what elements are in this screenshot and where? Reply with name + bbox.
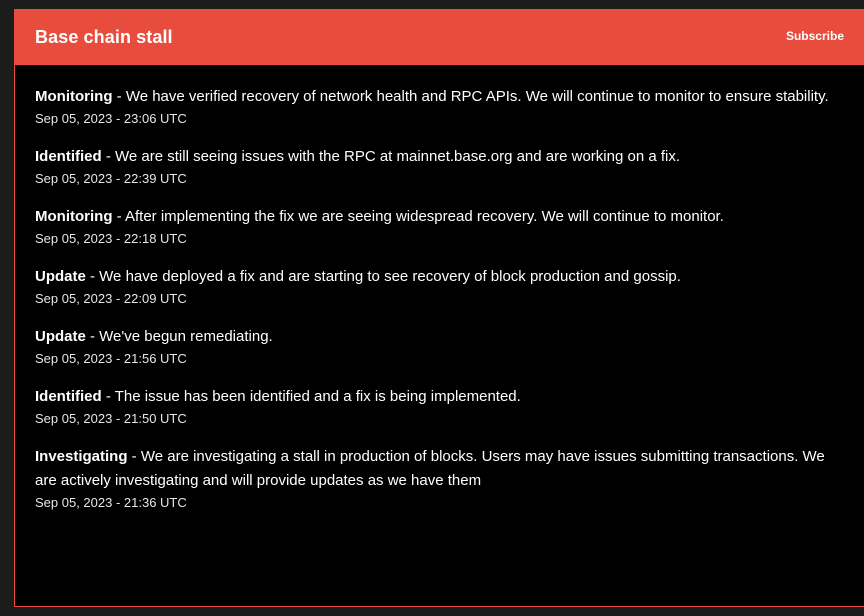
incident-update: [35, 205, 840, 249]
update-message: - The issue has been identified and a fix is being implemented.: [101, 388, 521, 405]
update-body: [35, 205, 840, 229]
update-status: Identified: [35, 148, 102, 165]
incident-update: [35, 145, 840, 189]
update-body: [35, 385, 840, 409]
update-message: - We have verified recovery of network health and RPC APIs. We will continue to monitor to ensure stability.: [112, 88, 829, 105]
update-message: - After implementing the fix we are seeing widespread recovery. We will continue to monitor.: [112, 208, 724, 225]
update-status: Update: [35, 268, 86, 285]
update-message: - We have deployed a fix and are starting to see recovery of block production and gossip.: [85, 268, 681, 285]
update-body: [35, 445, 840, 493]
update-status: Update: [35, 328, 86, 345]
incident-card: [14, 9, 864, 607]
update-body: [35, 325, 840, 349]
update-message: - We've begun remediating.: [85, 328, 273, 345]
update-status: Identified: [35, 388, 102, 405]
update-message: - We are still seeing issues with the RPC at mainnet.base.org and are working on a fix.: [101, 148, 681, 165]
update-message: - We are investigating a stall in production of blocks. Users may have issues submitting transactions. We are actively investigating and will provide updates as we have them: [35, 448, 825, 489]
update-status: Investigating: [35, 448, 128, 465]
incident-update: [35, 385, 840, 429]
incident-update: [35, 325, 840, 369]
update-timestamp: Sep 05, 2023 - 21:56 UTC: [35, 351, 187, 366]
update-body: [35, 265, 840, 289]
update-timestamp: Sep 05, 2023 - 22:09 UTC: [35, 291, 187, 306]
update-body: [35, 145, 840, 169]
update-body: [35, 85, 840, 109]
update-timestamp: Sep 05, 2023 - 21:36 UTC: [35, 495, 187, 510]
update-timestamp: Sep 05, 2023 - 22:18 UTC: [35, 231, 187, 246]
incident-update: [35, 445, 840, 513]
update-timestamp: Sep 05, 2023 - 22:39 UTC: [35, 171, 187, 186]
update-timestamp: Sep 05, 2023 - 21:50 UTC: [35, 411, 187, 426]
update-timestamp: Sep 05, 2023 - 23:06 UTC: [35, 111, 187, 126]
update-status: Monitoring: [35, 88, 113, 105]
incident-update: [35, 265, 840, 309]
update-status: Monitoring: [35, 208, 113, 225]
incident-update: [35, 85, 840, 129]
incident-title: Base chain stall: [35, 26, 173, 47]
subscribe-button[interactable]: Subscribe: [785, 29, 844, 43]
incident-updates-list: [15, 65, 864, 513]
incident-header: [15, 9, 864, 65]
